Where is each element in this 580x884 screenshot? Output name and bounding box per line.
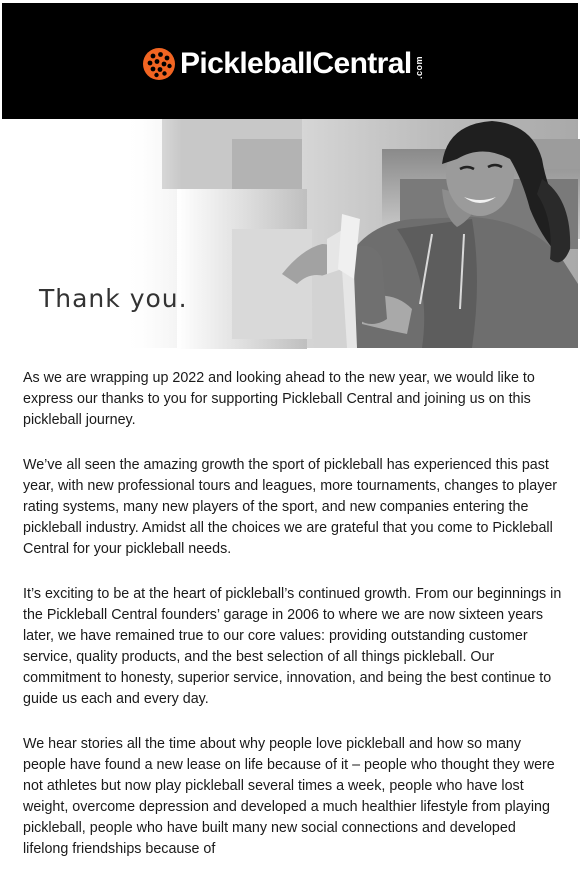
brand-suffix: .com xyxy=(413,55,424,79)
paragraph: As we are wrapping up 2022 and looking ahead to the new year, we would like to express our thanks to you for supporting Pickleball Central and joining us on this pickleball journey. xyxy=(23,370,535,428)
brand-name: PickleballCentral xyxy=(180,47,412,80)
paragraph: We hear stories all the time about why people love pickleball and how so many people have found a new lease on life because of it – people who thought they were not athletes but now play pickleball several times a week, people who have lost weight, overcome depression and developed a much healthier lifestyle from playing pickleball, people who have built many new social connections and developed lifelong friendships because of xyxy=(23,736,555,857)
pickleball-icon xyxy=(142,47,176,81)
hero-banner xyxy=(2,119,578,348)
hero-heading: Thank you. xyxy=(39,284,188,313)
paragraph: It’s exciting to be at the heart of pickleball’s continued growth. From our beginnings in the Pickleball Central founders’ garage in 2006 to where we are now sixteen years later, we have remained true to our core values: providing outstanding customer service, quality products, and the best selection of all things pickleball. Our commitment to honesty, superior service, innovation, and being the best continue to guide us each and every day. xyxy=(23,586,562,707)
email-header xyxy=(2,3,578,119)
hero-photo xyxy=(2,119,578,348)
message-body xyxy=(23,368,563,884)
brand-logo[interactable] xyxy=(142,44,424,84)
paragraph: We’ve all seen the amazing growth the sport of pickleball has experienced this past year, with new professional tours and leagues, more tournaments, changes to player rating systems, many new players of the sport, and new companies entering the pickleball industry. Amidst all the choices we are grateful that you come to Pickleball Central for your pickleball needs. xyxy=(23,457,558,557)
email-frame xyxy=(2,0,578,857)
